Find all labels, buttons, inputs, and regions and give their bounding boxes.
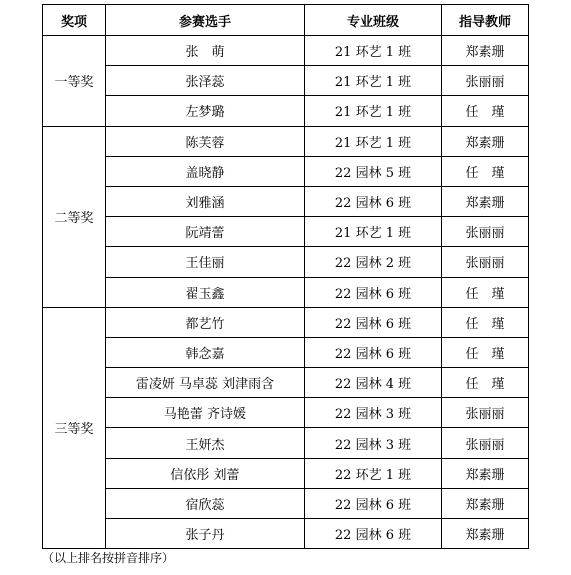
table-row (43, 126, 529, 156)
participant-cell: 盖晓静 (106, 156, 305, 186)
advisor-cell: 任 瑾 (442, 96, 529, 126)
participant-cell: 张 萌 (106, 36, 305, 66)
table-row (43, 398, 529, 428)
advisor-cell: 张丽丽 (442, 217, 529, 247)
advisor-cell: 郑素珊 (442, 36, 529, 66)
table-row (43, 368, 529, 398)
participant-cell: 信依彤 刘蕾 (106, 458, 305, 488)
advisor-cell: 任 瑾 (442, 307, 529, 337)
class-cell: 22 园林 3 班 (305, 398, 442, 428)
table-row (43, 337, 529, 367)
table-row (43, 458, 529, 488)
class-cell: 22 园林 3 班 (305, 428, 442, 458)
participant-cell: 都艺竹 (106, 307, 305, 337)
table-row (43, 36, 529, 66)
award-level-cell: 二等奖 (43, 126, 106, 307)
class-cell: 22 园林 6 班 (305, 519, 442, 549)
table-row (43, 66, 529, 96)
participant-cell: 宿欣蕊 (106, 488, 305, 518)
advisor-cell: 郑素珊 (442, 488, 529, 518)
advisor-cell: 张丽丽 (442, 247, 529, 277)
table-row (43, 519, 529, 549)
participant-cell: 王妍杰 (106, 428, 305, 458)
class-cell: 22 园林 6 班 (305, 337, 442, 367)
award-level-cell: 一等奖 (43, 36, 106, 127)
table-body (43, 36, 529, 549)
advisor-cell: 张丽丽 (442, 428, 529, 458)
class-cell: 22 园林 6 班 (305, 186, 442, 216)
class-cell: 22 环艺 1 班 (305, 458, 442, 488)
participant-cell: 雷凌妍 马卓蕊 刘津雨含 (106, 368, 305, 398)
advisor-cell: 郑素珊 (442, 186, 529, 216)
advisor-cell: 郑素珊 (442, 126, 529, 156)
participant-cell: 阮靖蕾 (106, 217, 305, 247)
participant-cell: 张泽蕊 (106, 66, 305, 96)
class-cell: 21 环艺 1 班 (305, 36, 442, 66)
participant-cell: 刘雅涵 (106, 186, 305, 216)
advisor-cell: 张丽丽 (442, 66, 529, 96)
table-row (43, 277, 529, 307)
award-level-cell: 三等奖 (43, 307, 106, 549)
class-cell: 22 园林 4 班 (305, 368, 442, 398)
class-cell: 22 园林 5 班 (305, 156, 442, 186)
class-cell: 21 环艺 1 班 (305, 217, 442, 247)
advisor-cell: 张丽丽 (442, 398, 529, 428)
class-cell: 21 环艺 1 班 (305, 96, 442, 126)
advisor-cell: 任 瑾 (442, 337, 529, 367)
table-row (43, 156, 529, 186)
header-class: 专业班级 (305, 5, 442, 36)
header-award: 奖项 (43, 5, 106, 36)
header-participants: 参赛选手 (106, 5, 305, 36)
class-cell: 21 环艺 1 班 (305, 126, 442, 156)
class-cell: 22 园林 6 班 (305, 307, 442, 337)
table-row (43, 428, 529, 458)
participant-cell: 左梦璐 (106, 96, 305, 126)
class-cell: 22 园林 2 班 (305, 247, 442, 277)
participant-cell: 王佳丽 (106, 247, 305, 277)
advisor-cell: 任 瑾 (442, 368, 529, 398)
advisor-cell: 郑素珊 (442, 458, 529, 488)
class-cell: 22 园林 6 班 (305, 488, 442, 518)
table-row (43, 96, 529, 126)
participant-cell: 韩念嘉 (106, 337, 305, 367)
table-row (43, 186, 529, 216)
participant-cell: 陈芙蓉 (106, 126, 305, 156)
participant-cell: 马艳蕾 齐诗媛 (106, 398, 305, 428)
header-advisor: 指导教师 (442, 5, 529, 36)
participant-cell: 张子丹 (106, 519, 305, 549)
advisor-cell: 任 瑾 (442, 156, 529, 186)
table-row (43, 488, 529, 518)
class-cell: 21 环艺 1 班 (305, 66, 442, 96)
advisor-cell: 任 瑾 (442, 277, 529, 307)
participant-cell: 翟玉鑫 (106, 277, 305, 307)
table-row (43, 247, 529, 277)
advisor-cell: 郑素珊 (442, 519, 529, 549)
header-row (43, 5, 529, 36)
awards-table (42, 4, 529, 549)
footnote: （以上排名按拼音排序） (42, 551, 175, 565)
table-row (43, 217, 529, 247)
table-row (43, 307, 529, 337)
class-cell: 22 园林 6 班 (305, 277, 442, 307)
